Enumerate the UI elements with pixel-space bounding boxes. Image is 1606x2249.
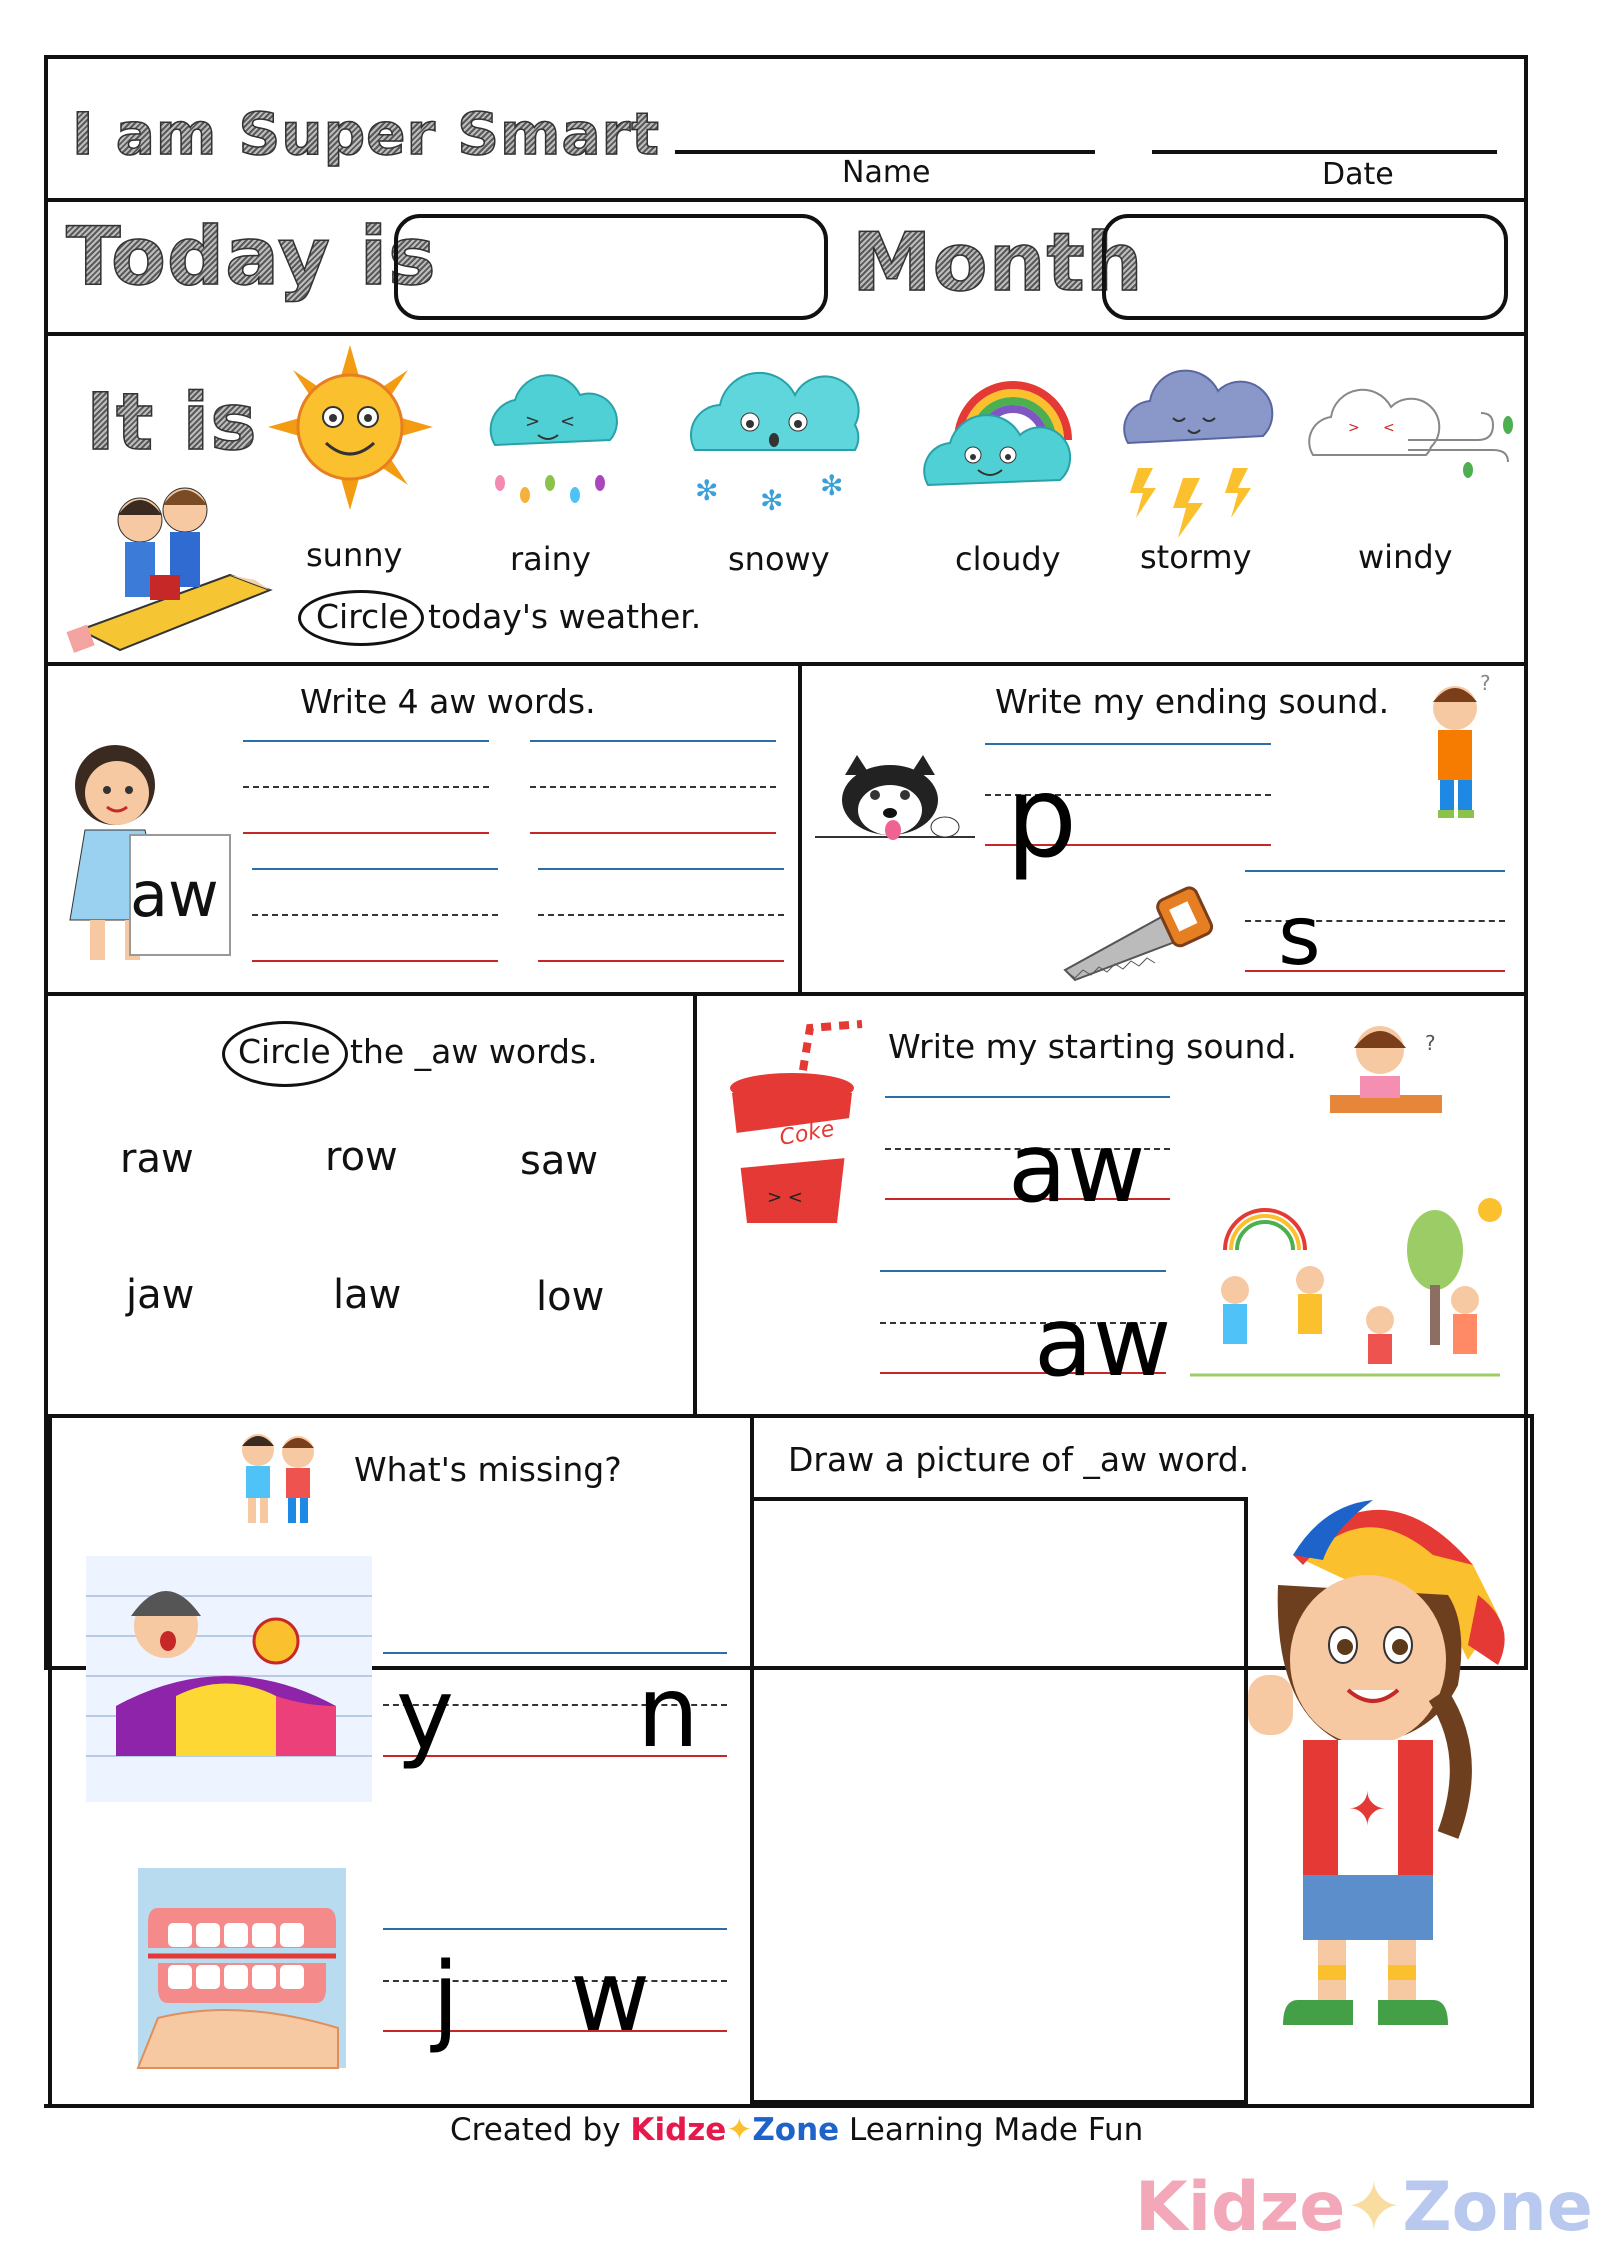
- divider: [44, 198, 1528, 202]
- kids-on-pencil-icon: [70, 480, 290, 660]
- missing-word1-end: n: [637, 1656, 700, 1770]
- svg-text:✦: ✦: [1348, 1782, 1387, 1836]
- word-option-low[interactable]: low: [536, 1274, 605, 1320]
- thinking-boy-icon: [1420, 670, 1500, 830]
- missing-word2-end: w: [570, 1940, 651, 2054]
- sun-icon: [268, 345, 433, 510]
- writing-line: [538, 960, 784, 962]
- missing-word2-start: j: [432, 1942, 460, 2056]
- divider: [693, 992, 697, 1414]
- name-line[interactable]: [675, 150, 1095, 154]
- circle-word: Circle: [316, 597, 409, 636]
- writing-line: [985, 743, 1271, 745]
- svg-text:<: <: [560, 411, 576, 432]
- weather-label-cloudy[interactable]: cloudy: [955, 540, 1061, 578]
- footer-brand-zone[interactable]: Zone: [752, 2112, 840, 2148]
- starting-sound-ending-1: aw: [1008, 1112, 1146, 1224]
- ending-sound-letter-p: p: [1006, 753, 1078, 883]
- writing-line: [530, 740, 776, 742]
- dog-icon: [815, 755, 975, 845]
- write-words-heading: Write 4 aw words.: [300, 682, 596, 721]
- svg-text:>: >: [525, 411, 541, 432]
- word-option-row[interactable]: row: [325, 1134, 398, 1180]
- ending-sound-letter-s: s: [1278, 889, 1321, 984]
- weather-label-snowy[interactable]: snowy: [728, 540, 830, 578]
- footer-brand-kidze[interactable]: Kidze: [630, 2112, 727, 2148]
- month-label: Month: [852, 216, 1144, 309]
- writing-line: [243, 740, 489, 742]
- rainbow-cloud-icon: [918, 355, 1088, 505]
- today-label: Today is: [66, 210, 437, 303]
- saw-icon: [1065, 880, 1220, 980]
- snowy-cloud-icon: [680, 360, 875, 520]
- word-option-raw[interactable]: raw: [120, 1136, 194, 1182]
- star-kids-icon: ✦: [726, 2112, 753, 2148]
- svg-text:✻: ✻: [760, 484, 784, 517]
- studying-girl-icon: [1330, 1010, 1450, 1120]
- svg-text:✻: ✻: [695, 474, 719, 507]
- writing-line: [880, 1270, 1166, 1272]
- date-line[interactable]: [1152, 150, 1497, 154]
- divider: [1530, 1414, 1534, 2108]
- writing-line: [538, 868, 784, 870]
- storm-cloud-icon: [1118, 358, 1278, 538]
- girl-with-cap-icon: [1248, 1475, 1518, 2055]
- footer-created-by: Created by: [450, 2112, 621, 2148]
- worksheet-title: I am Super Smart: [72, 100, 660, 168]
- watermark-star-icon: ✦: [1345, 2168, 1403, 2247]
- writing-line: [383, 1928, 727, 1930]
- watermark-zone: Zone: [1402, 2168, 1593, 2247]
- circle-word: Circle: [238, 1032, 331, 1071]
- writing-line: [1245, 870, 1505, 872]
- name-label: Name: [842, 155, 931, 190]
- yawning-girl-icon: [86, 1556, 372, 1802]
- writing-line: [885, 1096, 1170, 1098]
- watermark-logo: [1135, 2168, 1593, 2247]
- footer: [450, 2112, 1143, 2148]
- weather-instruction: today's weather.: [428, 597, 702, 636]
- writing-line: [252, 868, 498, 870]
- writing-line: [252, 914, 498, 916]
- cup-label: Coke: [777, 1116, 837, 1151]
- it-is-label: It is: [86, 378, 258, 468]
- circle-words-heading: the _aw words.: [350, 1032, 598, 1071]
- writing-line: [243, 832, 489, 834]
- writing-line: [383, 1652, 727, 1654]
- today-input-box[interactable]: [394, 214, 828, 320]
- svg-text:?: ?: [1480, 671, 1491, 695]
- writing-line: [538, 914, 784, 916]
- ending-sound-heading: Write my ending sound.: [995, 682, 1390, 721]
- missing-heading: What's missing?: [354, 1450, 622, 1489]
- teeth-icon: [138, 1868, 346, 2068]
- date-label: Date: [1322, 157, 1394, 192]
- watermark-kidze: Kidze: [1135, 2168, 1346, 2247]
- svg-text:>: >: [1348, 420, 1360, 436]
- weather-label-sunny[interactable]: sunny: [306, 536, 403, 574]
- svg-text:> <: > <: [767, 1187, 803, 1208]
- footer-tagline: Learning Made Fun: [849, 2112, 1144, 2148]
- divider: [44, 2104, 1534, 2108]
- divider: [48, 1414, 52, 2108]
- rainy-cloud-icon: [470, 365, 630, 525]
- draw-heading: Draw a picture of _aw word.: [788, 1440, 1250, 1479]
- writing-line: [243, 786, 489, 788]
- divider: [798, 662, 802, 992]
- weather-label-windy[interactable]: windy: [1358, 538, 1453, 576]
- svg-text:?: ?: [1425, 1031, 1436, 1055]
- word-option-saw[interactable]: saw: [520, 1138, 599, 1184]
- soda-cup-icon: [722, 1018, 872, 1238]
- writing-line: [252, 960, 498, 962]
- divider: [44, 662, 1528, 666]
- aw-card-text: aw: [130, 858, 219, 931]
- drawing-box[interactable]: [750, 1497, 1248, 2104]
- weather-label-stormy[interactable]: stormy: [1140, 538, 1252, 576]
- writing-line: [530, 786, 776, 788]
- starting-sound-heading: Write my starting sound.: [888, 1027, 1297, 1066]
- divider: [44, 1414, 1534, 1418]
- writing-line: [530, 832, 776, 834]
- divider: [44, 992, 1528, 996]
- missing-word1-start: y: [396, 1658, 454, 1772]
- weather-label-rainy[interactable]: rainy: [510, 540, 591, 578]
- starting-sound-ending-2: aw: [1034, 1286, 1172, 1398]
- month-input-box[interactable]: [1102, 214, 1508, 320]
- two-kids-icon: [228, 1428, 328, 1528]
- svg-text:<: <: [1383, 420, 1395, 436]
- children-drawing-icon: [1190, 1190, 1510, 1390]
- svg-text:✻: ✻: [820, 469, 844, 502]
- word-option-jaw[interactable]: jaw: [126, 1272, 195, 1318]
- wind-cloud-icon: [1308, 370, 1518, 480]
- divider: [44, 332, 1528, 336]
- word-option-law[interactable]: law: [333, 1272, 402, 1318]
